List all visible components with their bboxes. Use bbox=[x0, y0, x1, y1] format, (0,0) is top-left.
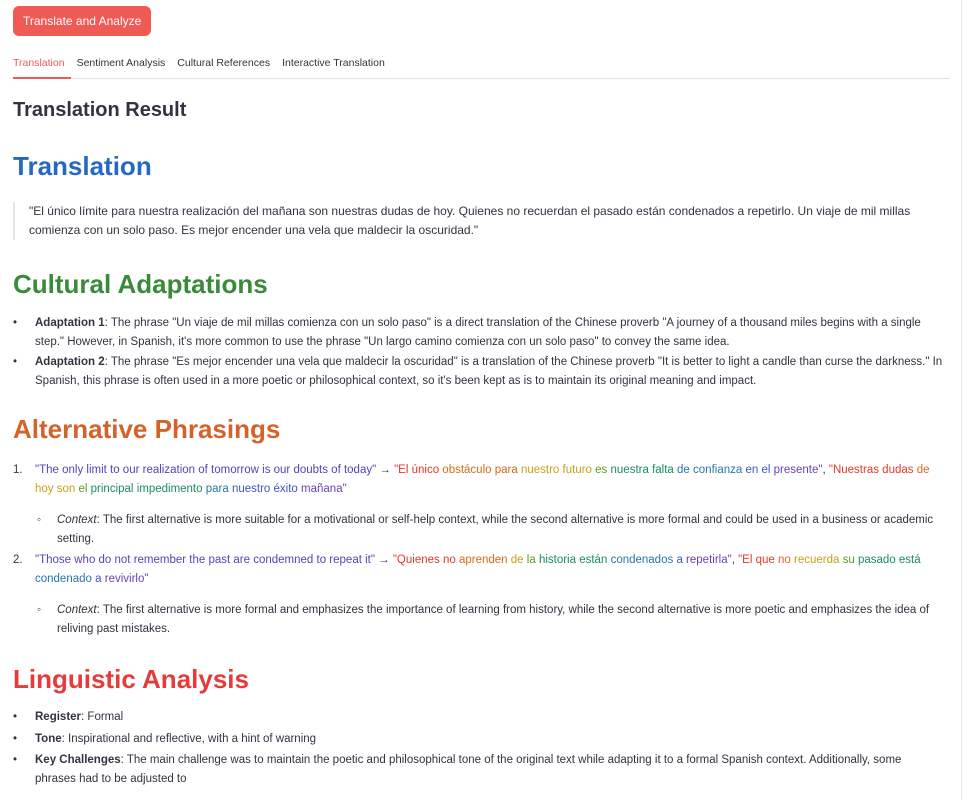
context-item bbox=[57, 511, 943, 549]
word: para bbox=[205, 483, 229, 495]
list-item bbox=[35, 751, 943, 789]
item-number: 2. bbox=[13, 554, 23, 566]
context-label: Context bbox=[57, 514, 97, 526]
linguistic-analysis-heading: Linguistic Analysis bbox=[13, 664, 249, 694]
item-label: Adaptation 1 bbox=[35, 317, 105, 329]
item-number: 1. bbox=[13, 464, 23, 476]
word: "Quienes bbox=[392, 554, 440, 566]
translate-analyze-button[interactable]: Translate and Analyze bbox=[13, 6, 151, 36]
word: la bbox=[526, 554, 536, 566]
word: pasado bbox=[857, 554, 896, 566]
item-label: Adaptation 2 bbox=[35, 356, 105, 368]
word: de bbox=[916, 464, 930, 476]
separator: , bbox=[822, 464, 829, 476]
word: repetirla" bbox=[686, 554, 732, 566]
word: el bbox=[78, 483, 88, 495]
word: historia bbox=[538, 554, 577, 566]
word: obstáculo bbox=[442, 464, 492, 476]
source-phrase: "Those who do not remember the past are condemned to repeat it" bbox=[35, 554, 375, 566]
word: "El bbox=[738, 554, 753, 566]
word: presente" bbox=[773, 464, 823, 476]
tab-content bbox=[13, 96, 943, 790]
tab-translation[interactable]: Translation bbox=[13, 50, 71, 79]
word: "El bbox=[394, 464, 409, 476]
word: nuestro bbox=[231, 483, 271, 495]
word: confianza bbox=[693, 464, 743, 476]
item-text: : Formal bbox=[81, 711, 124, 723]
word: es bbox=[595, 464, 608, 476]
alternative-phrasings-heading: Alternative Phrasings bbox=[13, 414, 281, 444]
cultural-adaptations-heading: Cultural Adaptations bbox=[13, 269, 268, 299]
word: dudas bbox=[882, 464, 914, 476]
word: aprenden bbox=[458, 554, 508, 566]
context-list bbox=[35, 511, 943, 549]
arrow-icon: → bbox=[374, 554, 393, 566]
word: su bbox=[842, 554, 855, 566]
word: a bbox=[676, 554, 683, 566]
word: éxito bbox=[273, 483, 298, 495]
word: falta bbox=[652, 464, 674, 476]
translation-heading: Translation bbox=[13, 151, 152, 181]
item-text: : The phrase "Es mejor encender una vela que maldecir la oscuridad" is a translation of the Chinese proverb "It is better to light a candle than curse the darkness." In Spanish, this phrase is often used in a more poetic or philosophical context, so it's been kept as is to maintain its original meaning and impact. bbox=[35, 356, 943, 387]
context-text: : The first alternative is more suitable for a motivational or self-help context, while the second alternative is more formal and could be used in a business or academic setting. bbox=[57, 514, 934, 545]
word: para bbox=[494, 464, 518, 476]
list-item bbox=[35, 707, 943, 728]
word: recuerda bbox=[793, 554, 840, 566]
word: el bbox=[761, 464, 771, 476]
item-text: : Inspirational and reflective, with a hint of warning bbox=[61, 733, 317, 745]
alternative-1 bbox=[394, 464, 822, 476]
arrow-icon: → bbox=[376, 464, 395, 476]
alternative-1 bbox=[393, 554, 732, 566]
word: principal bbox=[90, 483, 134, 495]
list-item bbox=[13, 551, 943, 639]
item-text: : The phrase "Un viaje de mil millas comienza con un solo paso" is a direct translation of the Chinese proverb "A journey of a thousand miles begins with a single step." However, in Spanish, it's more common to use the phrase "Un largo camino comienza con un solo paso" to convey the same idea. bbox=[35, 317, 921, 348]
context-text: : The first alternative is more formal and emphasizes the importance of learning from history, while the second alternative is more poetic and emphasizes the idea of reliving past mistakes. bbox=[57, 604, 930, 635]
word: de bbox=[677, 464, 690, 476]
word: está bbox=[898, 554, 921, 566]
list-item bbox=[35, 314, 943, 352]
word: revivirlo" bbox=[104, 573, 149, 585]
context-item bbox=[57, 601, 943, 639]
word: están bbox=[579, 554, 608, 566]
word: mañana" bbox=[301, 483, 347, 495]
tab-cultural-references[interactable]: Cultural References bbox=[177, 57, 271, 69]
context-label: Context bbox=[57, 604, 97, 616]
tab-bar bbox=[13, 50, 950, 79]
translation-quote: "El único límite para nuestra realización del mañana son nuestras dudas de hoy. Quienes no recuerdan el pasado están condenados a repetirlo. Un viaje de mil millas comienza con un solo paso. Es mejor encender una vela que maldecir la oscuridad." bbox=[13, 202, 943, 240]
alternative-phrasings-list bbox=[13, 461, 943, 639]
word: no bbox=[777, 554, 791, 566]
list-item bbox=[13, 461, 943, 549]
list-item bbox=[35, 353, 943, 391]
word: a bbox=[95, 573, 102, 585]
cultural-adaptations-list bbox=[13, 314, 943, 391]
word: nuestra bbox=[610, 464, 649, 476]
word: condenados bbox=[610, 554, 674, 566]
context-list bbox=[35, 601, 943, 639]
source-phrase: "The only limit to our realization of tomorrow is our doubts of today" bbox=[35, 464, 377, 476]
list-item bbox=[35, 729, 943, 750]
word: hoy bbox=[35, 483, 54, 495]
tab-interactive-translation[interactable]: Interactive Translation bbox=[282, 57, 385, 69]
word: futuro bbox=[562, 464, 592, 476]
word: que bbox=[755, 554, 775, 566]
linguistic-analysis-list bbox=[13, 707, 943, 789]
word: de bbox=[510, 554, 524, 566]
result-title: Translation Result bbox=[13, 99, 187, 121]
word: en bbox=[745, 464, 759, 476]
item-text: : The main challenge was to maintain the poetic and philosophical tone of the original text while adapting it to a formal Spanish context. Additionally, some phrases had to be adjusted to bbox=[35, 754, 902, 785]
word: son bbox=[56, 483, 76, 495]
word: no bbox=[442, 554, 456, 566]
tab-sentiment-analysis[interactable]: Sentiment Analysis bbox=[76, 57, 166, 69]
word: "Nuestras bbox=[828, 464, 879, 476]
word: único bbox=[411, 464, 440, 476]
separator: , bbox=[731, 554, 739, 566]
item-label: Key Challenges bbox=[35, 754, 121, 766]
word: impedimento bbox=[136, 483, 203, 495]
word: condenado bbox=[35, 573, 92, 585]
item-label: Tone bbox=[35, 733, 62, 745]
item-label: Register bbox=[35, 711, 82, 723]
word: nuestro bbox=[520, 464, 560, 476]
